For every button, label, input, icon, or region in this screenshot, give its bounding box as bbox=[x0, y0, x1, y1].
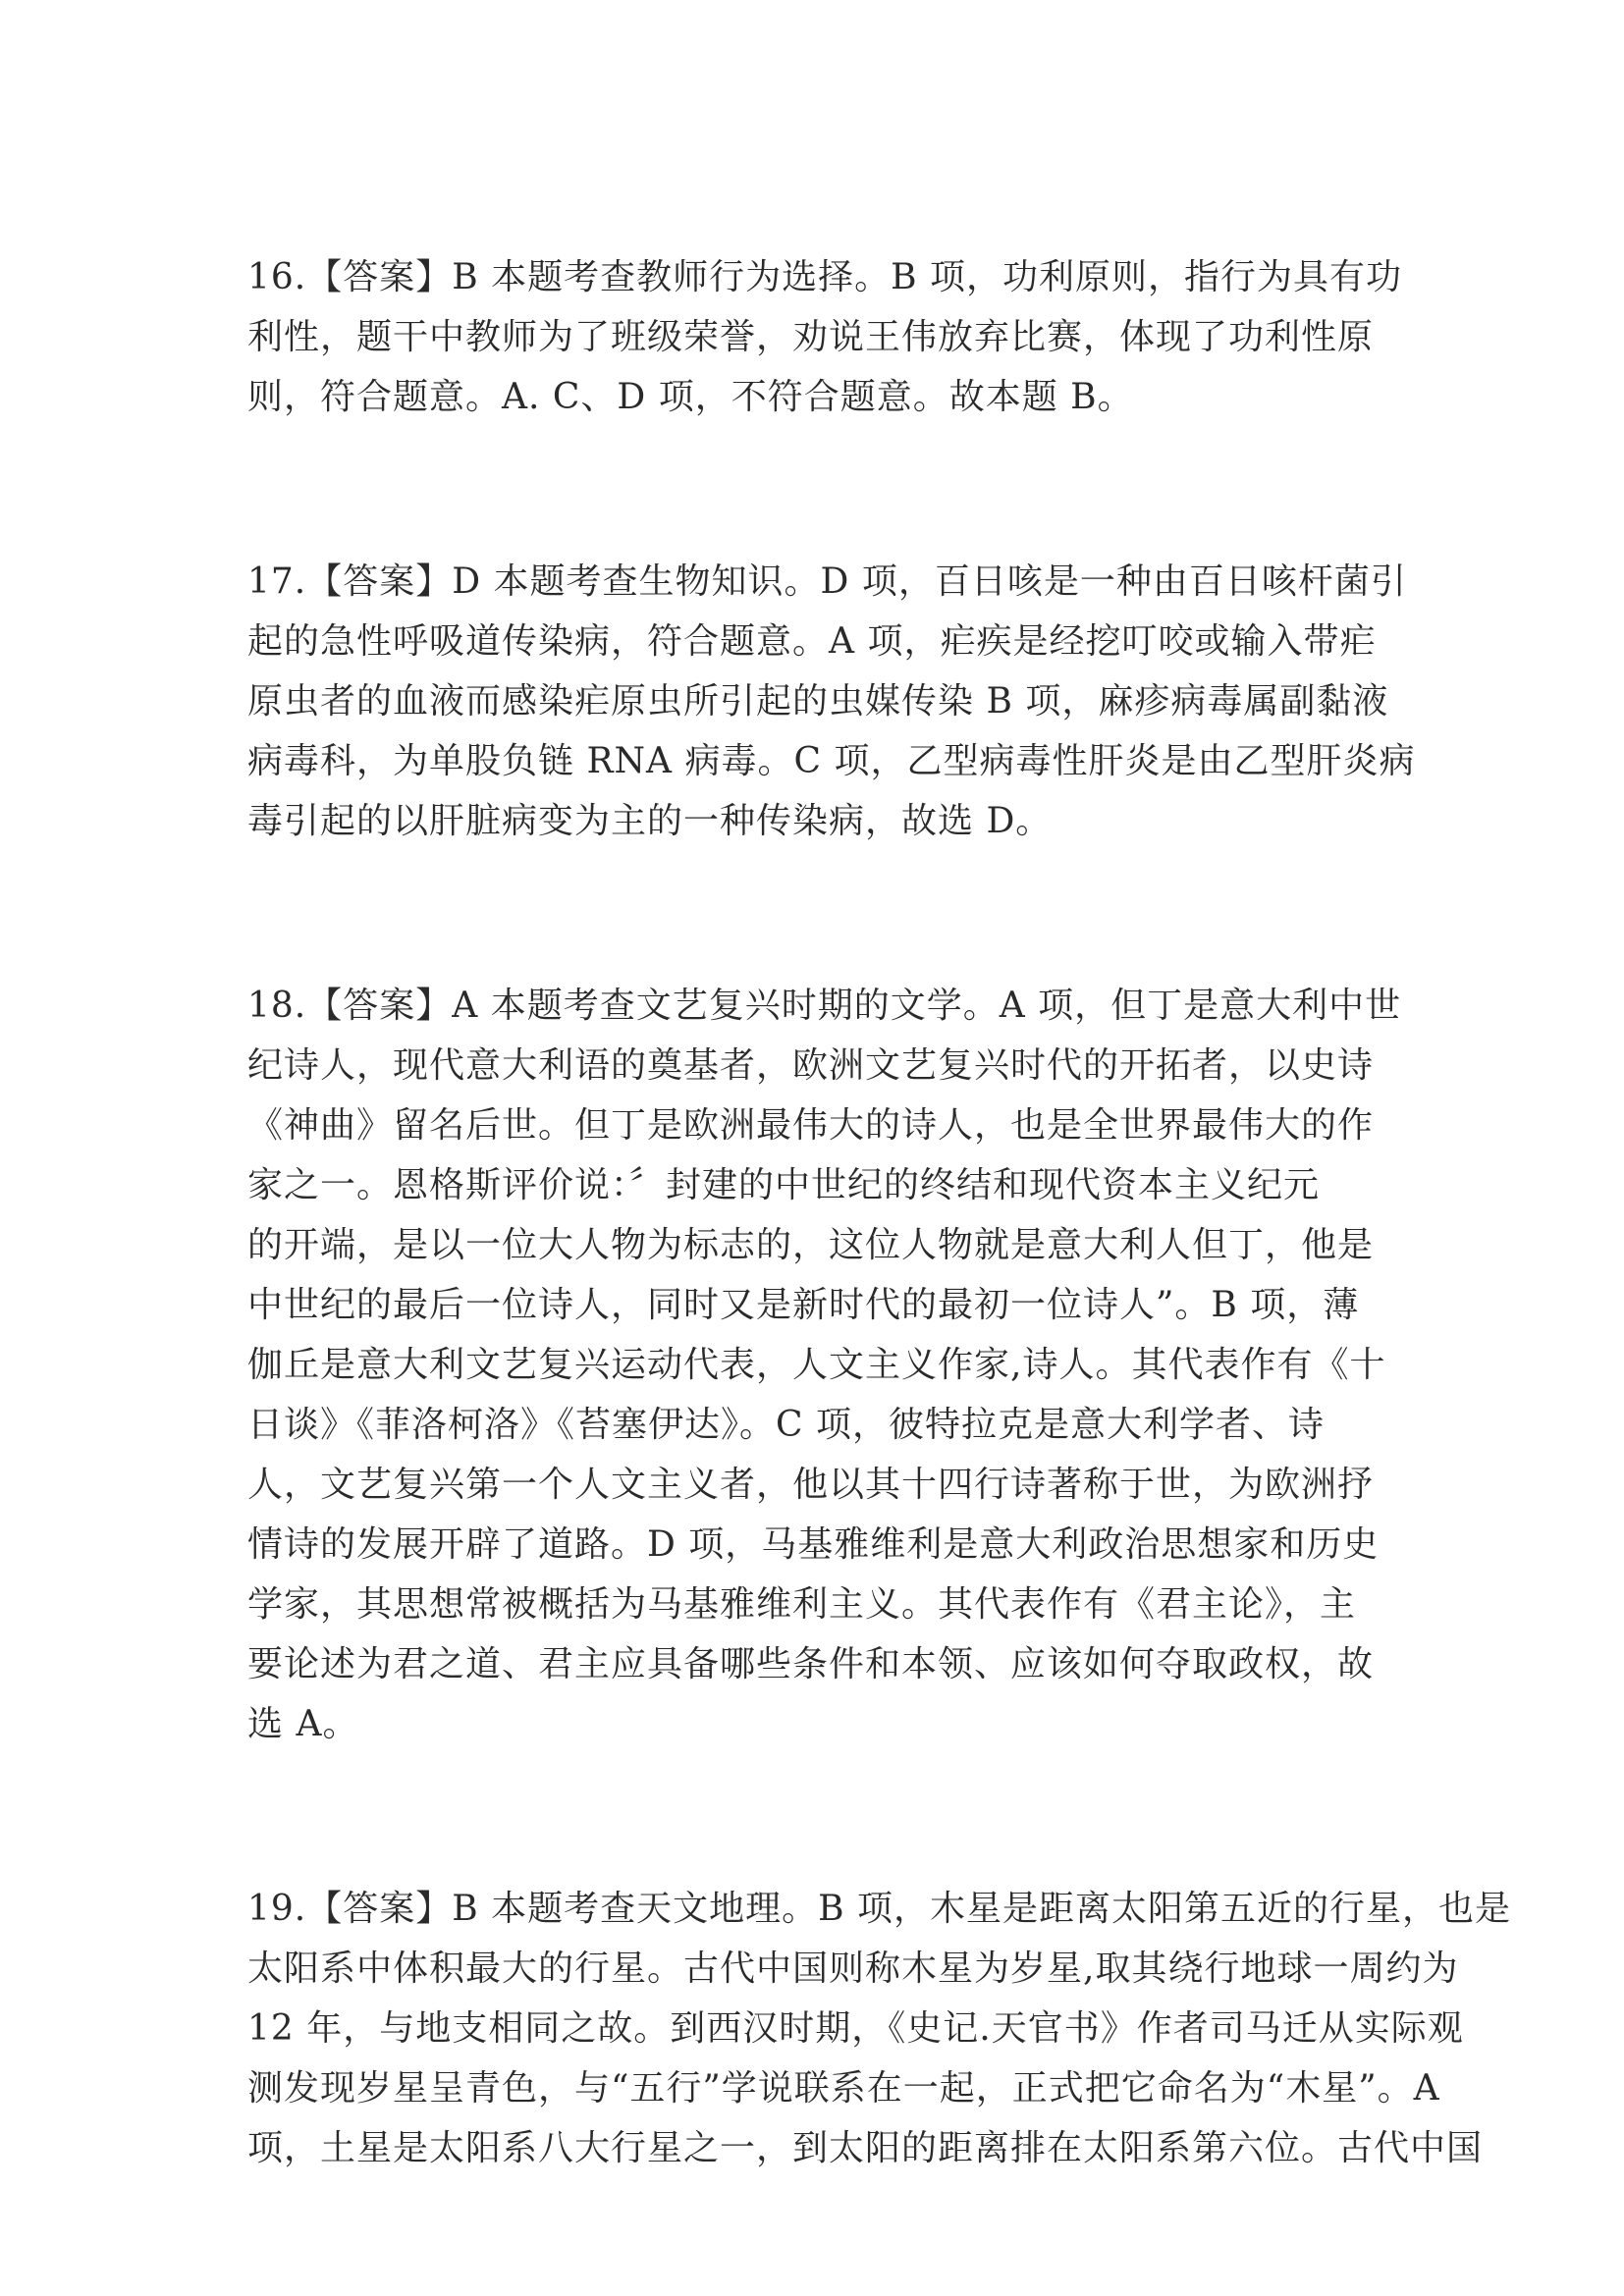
answer-explanations bbox=[247, 247, 1512, 2178]
text-line: 起的急性呼吸道传染病，符合题意。A 项，疟疾是经挖叮咬或输入带疟 bbox=[247, 621, 1377, 662]
text-line: 利性，题干中教师为了班级荣誉，劝说王伟放弃比赛，体现了功利性原 bbox=[247, 317, 1375, 357]
text-line: 伽丘是意大利文艺复兴运动代表，人文主义作家,诗人。其代表作有《十 bbox=[247, 1345, 1386, 1385]
text-line: 家之一。恩格斯评价说：〞封建的中世纪的终结和现代资本主义纪元 bbox=[247, 1165, 1321, 1205]
text-line: 选 A。 bbox=[247, 1704, 359, 1744]
text-line: 原虫者的血液而感染疟原虫所引起的虫媒传染 B 项，麻疹病毒属副黏液 bbox=[247, 681, 1389, 721]
text-line: 19.【答案】B 本题考查天文地理。B 项，木星是距离太阳第五近的行星，也是 bbox=[247, 1889, 1512, 1929]
text-line: 学家，其思想常被概括为马基雅维利主义。其代表作有《君主论》，主 bbox=[247, 1584, 1357, 1625]
text-line: 的开端，是以一位大人物为标志的，这位人物就是意大利人但丁，他是 bbox=[247, 1225, 1375, 1265]
text-line: 日谈》《菲洛柯洛》《苔塞伊达》。C 项，彼特拉克是意大利学者、诗 bbox=[247, 1405, 1325, 1445]
answer-block-17 bbox=[247, 552, 1416, 851]
text-line: 太阳系中体积最大的行星。古代中国则称木星为岁星,取其绕行地球一周约为 bbox=[247, 1949, 1459, 1989]
text-line: 病毒科，为单股负链 RNA 病毒。C 项，乙型病毒性肝炎是由乙型肝炎病 bbox=[247, 741, 1416, 781]
text-line: 情诗的发展开辟了道路。D 项，马基雅维利是意大利政治思想家和历史 bbox=[247, 1524, 1380, 1565]
text-line: 纪诗人，现代意大利语的奠基者，欧洲文艺复兴时代的开拓者，以史诗 bbox=[247, 1045, 1375, 1086]
text-line: 测发现岁星呈青色，与“五行”学说联系在一起，正式把它命名为“木星”。A bbox=[247, 2068, 1440, 2109]
text-line: 毒引起的以肝脏病变为主的一种传染病，故选 D。 bbox=[247, 801, 1053, 841]
text-line: 要论述为君之道、君主应具备哪些条件和本领、应该如何夺取政权，故 bbox=[247, 1644, 1375, 1684]
text-line: 12 年，与地支相同之故。到西汉时期，《史记.天官书》作者司马迁从实际观 bbox=[247, 2008, 1464, 2049]
text-line: 项，土星是太阳系八大行星之一，到太阳的距离排在太阳系第六位。古代中国 bbox=[247, 2128, 1484, 2168]
text-line: 《神曲》留名后世。但丁是欧洲最伟大的诗人，也是全世界最伟大的作 bbox=[247, 1105, 1375, 1146]
text-line: 16.【答案】B 本题考查教师行为选择。B 项，功利原则，指行为具有功 bbox=[247, 257, 1403, 297]
text-line: 则，符合题意。A. C、D 项，不符合题意。故本题 B。 bbox=[247, 377, 1134, 417]
text-line: 18.【答案】A 本题考查文艺复兴时期的文学。A 项，但丁是意大利中世 bbox=[247, 986, 1402, 1026]
text-line: 中世纪的最后一位诗人，同时又是新时代的最初一位诗人”。B 项，薄 bbox=[247, 1285, 1360, 1325]
answer-block-16 bbox=[247, 247, 1403, 427]
text-line: 人，文艺复兴第一个人文主义者，他以其十四行诗著称于世，为欧洲抒 bbox=[247, 1465, 1375, 1505]
text-line: 17.【答案】D 本题考查生物知识。D 项，百日咳是一种由百日咳杆菌引 bbox=[247, 561, 1407, 602]
answer-block-19 bbox=[247, 1879, 1512, 2178]
answer-block-18 bbox=[247, 976, 1402, 1754]
